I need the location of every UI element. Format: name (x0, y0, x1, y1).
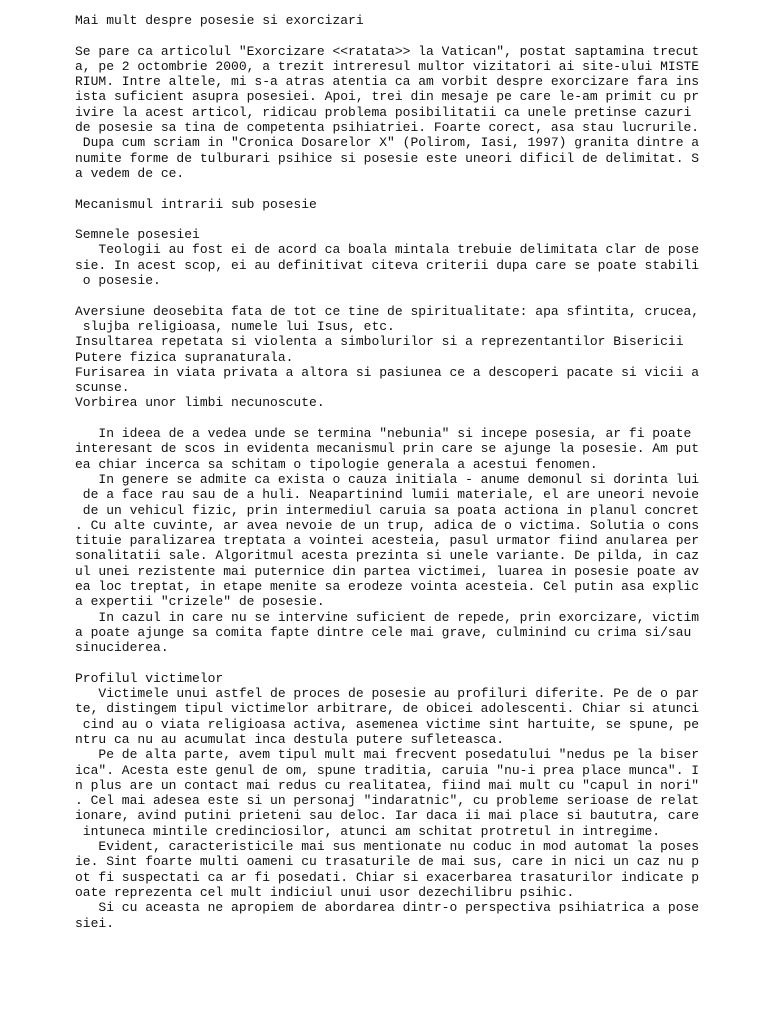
text-line: de posesie sa tina de competenta psihiatriei. Foarte corect, asa stau lucrurile. (75, 120, 700, 136)
text-line: numite forme de tulburari psihice si posesie este uneori dificil de delimitat. S (75, 150, 700, 166)
text-line: a, pe 2 octombrie 2000, a trezit intreresul multor vizitatori ai site-ului MISTE (75, 58, 700, 74)
text-line: ot fi suspectati ca ar fi posedati. Chiar si exacerbarea trasaturilor indicate p (75, 869, 700, 885)
text-line: tituie paralizarea treptata a vointei acesteia, pasul urmator fiind anularea per (75, 533, 700, 549)
text-line: a poate ajunge sa comita fapte dintre cele mai grave, culminind cu crima si/sau (75, 624, 692, 640)
text-line: In cazul in care nu se intervine suficient de repede, prin exorcizare, victim (75, 609, 700, 625)
text-line: o posesie. (75, 273, 161, 289)
text-line: Putere fizica supranaturala. (75, 349, 294, 365)
text-line: Mai mult despre posesie si exorcizari (75, 13, 364, 28)
text-line: ionare, avind putini prieteni sau deloc. Iar daca ii mai place si baututra, care (75, 808, 700, 824)
text-line: In ideea de a vedea unde se termina "nebunia" si incepe posesia, ar fi poate (75, 426, 692, 442)
text-line: Semnele posesiei (75, 227, 200, 243)
text-line: ica". Acesta este genul de om, spune traditia, caruia "nu-i prea place munca". I (75, 762, 700, 778)
text-line: Mecanismul intrarii sub posesie (75, 196, 317, 212)
blank-line (75, 28, 765, 43)
text-line: Vorbirea unor limbi necunoscute. (75, 395, 325, 411)
blank-line (75, 411, 765, 426)
text-line: a vedem de ce. (75, 165, 185, 181)
text-line: de un vehicul fizic, prin intermediul caruia sa poata actiona in planul concret (75, 502, 700, 518)
text-line: In genere se admite ca exista o cauza initiala - anume demonul si dorinta lui (75, 471, 700, 487)
text-line: Evident, caracteristicile mai sus mentionate nu coduc in mod automat la poses (75, 839, 700, 855)
text-line: Victimele unui astfel de proces de posesie au profiluri diferite. Pe de o par (75, 686, 700, 702)
text-line: intuneca mintile credinciosilor, atunci am schitat protretul in intregime. (75, 823, 661, 839)
text-line: oate reprezenta cel mult indiciul unui usor dezechilibru psihic. (75, 884, 575, 900)
text-line: Si cu aceasta ne apropiem de abordarea dintr-o perspectiva psihiatrica a pose (75, 900, 700, 916)
text-line: sinuciderea. (75, 640, 169, 656)
text-line: . Cel mai adesea este si un personaj "indaratnic", cu probleme serioase de relat (75, 793, 700, 809)
text-line: ea chiar incerca sa schitam o tipologie generala a acestui fenomen. (75, 456, 598, 472)
text-line: ista suficient asupra posesiei. Apoi, trei din mesaje pe care le-am primit cu pr (75, 89, 700, 105)
text-line: Pe de alta parte, avem tipul mult mai frecvent posedatului "nedus pe la biser (75, 747, 700, 763)
text-line: ivire la acest articol, ridicau problema posibilitatii ca unele pretinse cazuri (75, 104, 692, 120)
text-line: Aversiune deosebita fata de tot ce tine de spiritualitate: apa sfintita, crucea, (75, 303, 700, 319)
text-line: ul unei rezistente mai puternice din partea victimei, luarea in posesie poate av (75, 563, 700, 579)
text-line: Teologii au fost ei de acord ca boala mintala trebuie delimitata clar de pose (75, 242, 700, 258)
text-line: interesant de scos in evidenta mecanismul prin care se ajunge la posesie. Am put (75, 441, 700, 457)
text-line: cind au o viata religioasa activa, asemenea victime sint hartuite, se spune, pe (75, 716, 700, 732)
text-line: te, distingem tipul victimelor arbitrare, de obicei adolescenti. Chiar si atunci (75, 701, 700, 717)
text-line: slujba religioasa, numele lui Isus, etc. (75, 318, 395, 334)
text-line: scunse. (75, 380, 130, 396)
text-line: RIUM. Intre altele, mi s-a atras atentia ca am vorbit despre exorcizare fara ins (75, 74, 700, 90)
blank-line (75, 288, 765, 303)
blank-line (75, 655, 765, 670)
document-text (75, 13, 765, 931)
text-line: Furisarea in viata privata a altora si pasiunea ce a descoperi pacate si vicii a (75, 364, 700, 380)
text-line: a expertii "crizele" de posesie. (75, 594, 325, 610)
text-line: Dupa cum scriam in "Cronica Dosarelor X" (Polirom, Iasi, 1997) granita dintre a (75, 135, 700, 151)
text-line: Profilul victimelor (75, 670, 224, 686)
blank-line (75, 212, 765, 227)
text-line: ie. Sint foarte multi oameni cu trasaturile de mai sus, care in nici un caz nu p (75, 854, 700, 870)
text-line: de a face rau sau de a huli. Neapartinind lumii materiale, el are uneori nevoie (75, 487, 700, 503)
text-line: sie. In acest scop, ei au definitivat citeva criterii dupa care se poate stabili (75, 257, 700, 273)
text-line: Insultarea repetata si violenta a simbolurilor si a reprezentantilor Bisericii (75, 334, 684, 350)
text-line: siei. (75, 915, 115, 931)
text-line: n plus are un contact mai redus cu realitatea, fiind mai mult cu "capul in nori" (75, 777, 700, 793)
text-line: sonalitatii sale. Algoritmul acesta prezinta si unele variante. De pilda, in caz (75, 548, 700, 564)
text-line: ntru ca nu au acumulat inca destula putere sufleteasca. (75, 731, 505, 747)
text-line: ea loc treptat, in etape menite sa erodeze vointa acesteia. Cel putin asa explic (75, 578, 700, 594)
text-line: . Cu alte cuvinte, ar avea nevoie de un trup, adica de o victima. Solutia o cons (75, 517, 700, 533)
blank-line (75, 181, 765, 196)
text-line: Se pare ca articolul "Exorcizare <<ratata>> la Vatican", postat saptamina trecut (75, 43, 700, 59)
